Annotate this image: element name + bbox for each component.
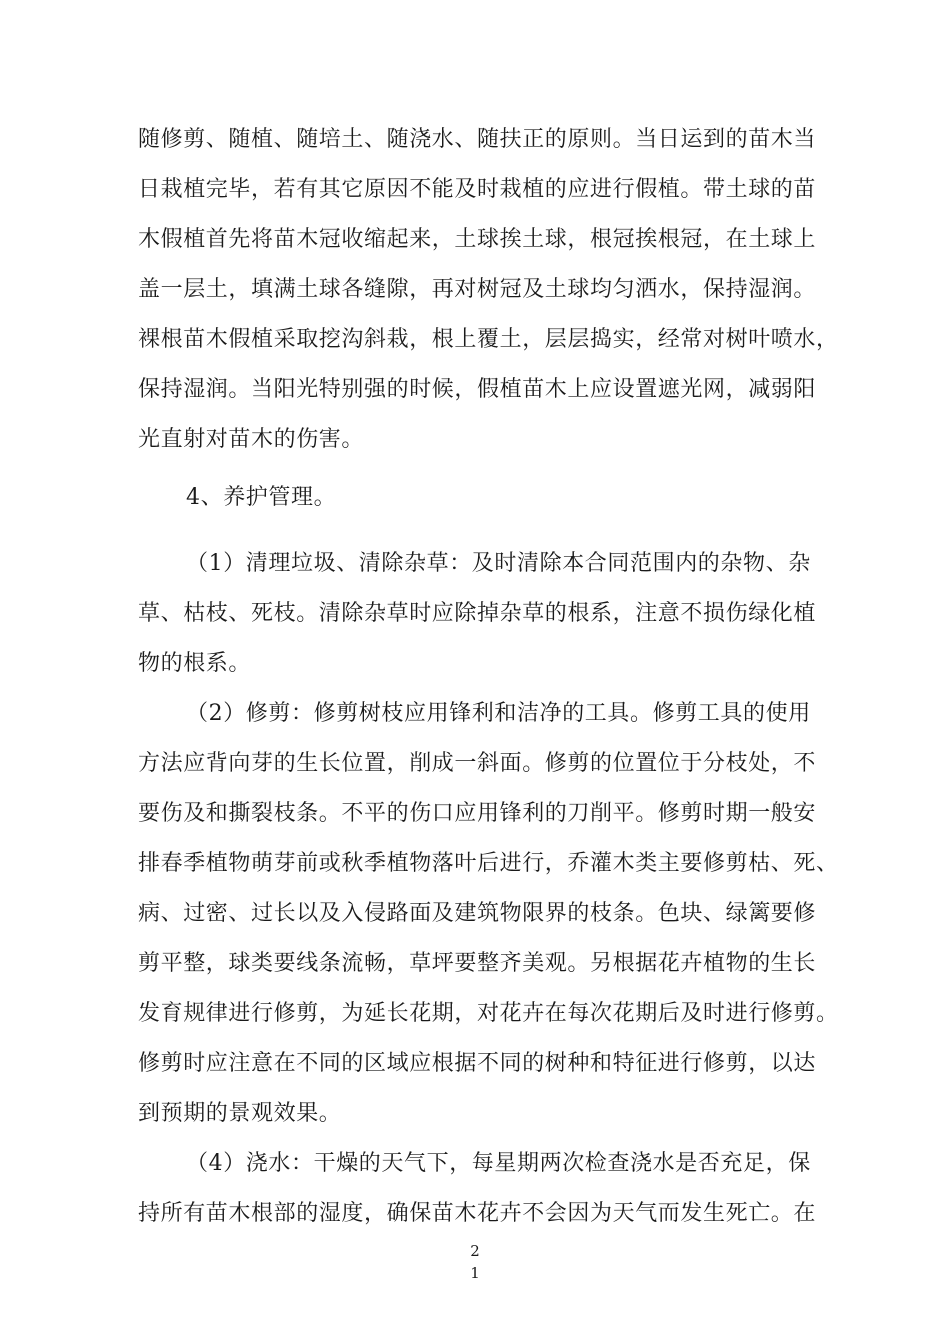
paragraph-line: 木假植首先将苗木冠收缩起来，土球挨土球，根冠挨根冠，在土球上 xyxy=(138,227,817,252)
paragraph-line: 发育规律进行修剪，为延长花期，对花卉在每次花期后及时进行修剪。 xyxy=(138,1001,839,1026)
paragraph-line: 草、枯枝、死枝。清除杂草时应除掉杂草的根系，注意不损伤绿化植 xyxy=(138,601,817,626)
paragraph-line: 盖一层土，填满土球各缝隙，再对树冠及土球均匀洒水，保持湿润。 xyxy=(138,277,817,302)
paragraph-first-line: （4）浇水：干燥的天气下，每星期两次检查浇水是否充足，保 xyxy=(186,1151,811,1176)
paragraph-line: 到预期的景观效果。 xyxy=(138,1101,342,1126)
paragraph-line: 日栽植完毕，若有其它原因不能及时栽植的应进行假植。带土球的苗 xyxy=(138,177,817,202)
paragraph-line: 要伤及和撕裂枝条。不平的伤口应用锋利的刀削平。修剪时期一般安 xyxy=(138,801,817,826)
paragraph-line: 排春季植物萌芽前或秋季植物落叶后进行，乔灌木类主要修剪枯、死、 xyxy=(138,851,839,876)
paragraph-line: 光直射对苗木的伤害。 xyxy=(138,427,365,452)
paragraph-line: 持所有苗木根部的湿度，确保苗木花卉不会因为天气而发生死亡。在 xyxy=(138,1201,817,1226)
paragraph-line: 方法应背向芽的生长位置，削成一斜面。修剪的位置位于分枝处，不 xyxy=(138,751,817,776)
paragraph-line: 物的根系。 xyxy=(138,651,252,676)
paragraph-first-line: （1）清理垃圾、清除杂草：及时清除本合同范围内的杂物、杂 xyxy=(186,551,811,576)
paragraph-line: 随修剪、随植、随培土、随浇水、随扶正的原则。当日运到的苗木当 xyxy=(138,127,817,152)
paragraph-line: 病、过密、过长以及入侵路面及建筑物限界的枝条。色块、绿篱要修 xyxy=(138,901,817,926)
page-number-bottom: 1 xyxy=(470,1264,480,1282)
paragraph-line: 保持湿润。当阳光特别强的时候，假植苗木上应设置遮光网，减弱阳 xyxy=(138,377,817,402)
paragraph-line: 剪平整，球类要线条流畅，草坪要整齐美观。另根据花卉植物的生长 xyxy=(138,951,817,976)
paragraph-line: 修剪时应注意在不同的区域应根据不同的树种和特征进行修剪，以达 xyxy=(138,1051,817,1076)
page-number-top: 2 xyxy=(470,1242,480,1260)
paragraph-line: 裸根苗木假植采取挖沟斜栽，根上覆土，层层捣实，经常对树叶喷水， xyxy=(138,327,839,352)
paragraph-first-line: 4、养护管理。 xyxy=(186,485,337,510)
paragraph-first-line: （2）修剪：修剪树枝应用锋利和洁净的工具。修剪工具的使用 xyxy=(186,701,811,726)
